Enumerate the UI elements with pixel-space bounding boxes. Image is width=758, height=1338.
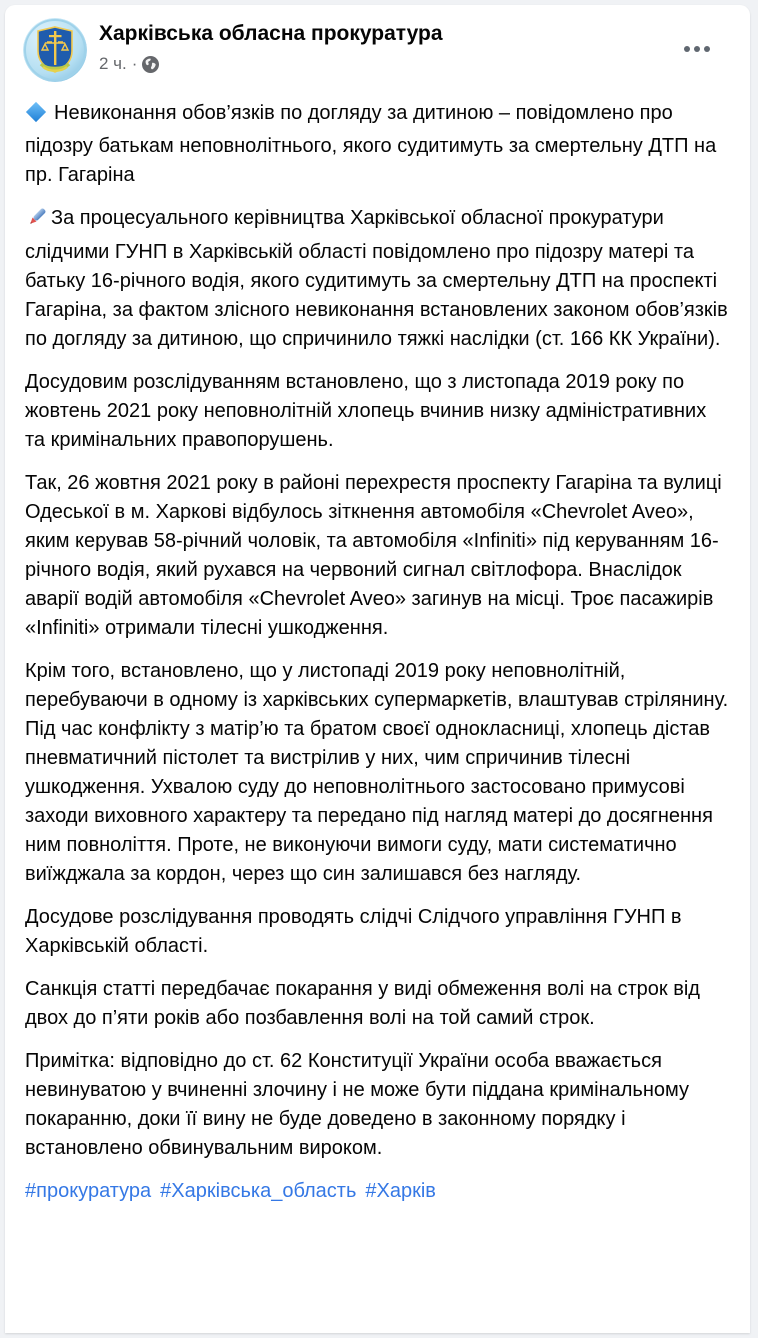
pen-icon [25,205,49,238]
paragraph-text: За процесуального керівництва Харківської обласної прокуратури слідчими ГУНП в Харківській області повідомлено про підозру матері та батьку 16-річного водія, якого судитимуть за смертельну ДТП на проспекті Гагаріна, за фактом злісного невиконання встановлених законом обов’язків по догляду за дитиною, що спричинило тяжкі наслідки (ст. 166 КК України). [25,207,728,350]
paragraph-text: Крім того, встановлено, що у листопаді 2019 року неповнолітній, перебуваючи в одному із харківських супермаркетів, влаштував стрілянину. Під час конфлікту з матір’ю та братом своєї однокласниці, хлопець дістав пневматичний пістолет та вистрілив у них, чим спричинив тілесні ушкодження. Ухвалою суду до неповнолітнього застосовано примусові заходи виховного характеру та передано під нагляд матері до досягнення ним повноліття. Проте, не виконуючи вимоги суду, мати систематично виїжджала за кордон, через що син залишався без нагляду. [25,660,729,885]
post-paragraph [25,975,730,1033]
post-menu-button[interactable] [676,38,718,60]
ellipsis-dot [704,46,710,52]
meta-separator: · [131,54,138,74]
paragraph-text: Примітка: відповідно до ст. 62 Конституції України особа вважається невинуватою у вчиненні злочину і не може бути піддана кримінальному покаранню, доки її вину не буде доведено в законному порядку і встановлено обвинувальним вироком. [25,1050,689,1159]
post-paragraph [25,368,730,455]
globe-icon [142,56,159,73]
ellipsis-dot [694,46,700,52]
paragraph-text: Так, 26 жовтня 2021 року в районі перехрестя проспекту Гагаріна та вулиці Одеської в м. Харкові відбулось зіткнення автомобіля «Chevrolet Aveo», яким керував 58-річний чоловік, та автомобіля «Infiniti» під керуванням 16-річного водія, який рухався на червоний сигнал світлофора. Внаслідок аварії водій автомобіля «Chevrolet Aveo» загинув на місці. Троє пасажирів «Infiniti» отримали тілесні ушкодження. [25,472,722,639]
paragraph-text: Досудовим розслідуванням встановлено, що з листопада 2019 року по жовтень 2021 року неповнолітній хлопець вчинив низку адміністративних та кримінальних правопорушень. [25,371,707,451]
page-name-link[interactable]: Харківська обласна прокуратура [99,22,443,45]
paragraph-text: Досудове розслідування проводять слідчі Слідчого управління ГУНП в Харківській області. [25,906,682,957]
post-paragraph [25,903,730,961]
hashtag-link-kharkivska-oblast[interactable]: #Харківська_область [160,1180,357,1202]
facebook-post-card [5,5,750,1333]
post-meta-row [99,54,676,74]
post-header [5,5,750,82]
prosecutor-coat-of-arms-icon [23,18,87,82]
post-header-meta [99,18,676,74]
paragraph-text: Невиконання обов’язків по догляду за дитиною – повідомлено про підозру батькам неповнолітнього, якого судитимуть за смертельну ДТП на пр. Гагаріна [25,102,717,186]
post-paragraph [25,204,730,354]
avatar[interactable] [23,18,87,82]
post-content [5,82,750,1224]
blue-diamond-icon [25,101,47,132]
post-paragraph [25,1047,730,1163]
ellipsis-dot [684,46,690,52]
post-paragraph [25,657,730,889]
hashtag-link-kharkiv[interactable]: #Харків [365,1180,436,1202]
hashtag-link-prokuratura[interactable]: #прокуратура [25,1180,152,1202]
paragraph-text: Санкція статті передбачає покарання у виді обмеження волі на строк від двох до п’яти років або позбавлення волі на той самий строк. [25,978,700,1029]
post-paragraph [25,99,730,190]
post-paragraph [25,469,730,643]
timestamp-link[interactable]: 2 ч. [99,54,127,74]
hashtags-row [25,1177,730,1206]
